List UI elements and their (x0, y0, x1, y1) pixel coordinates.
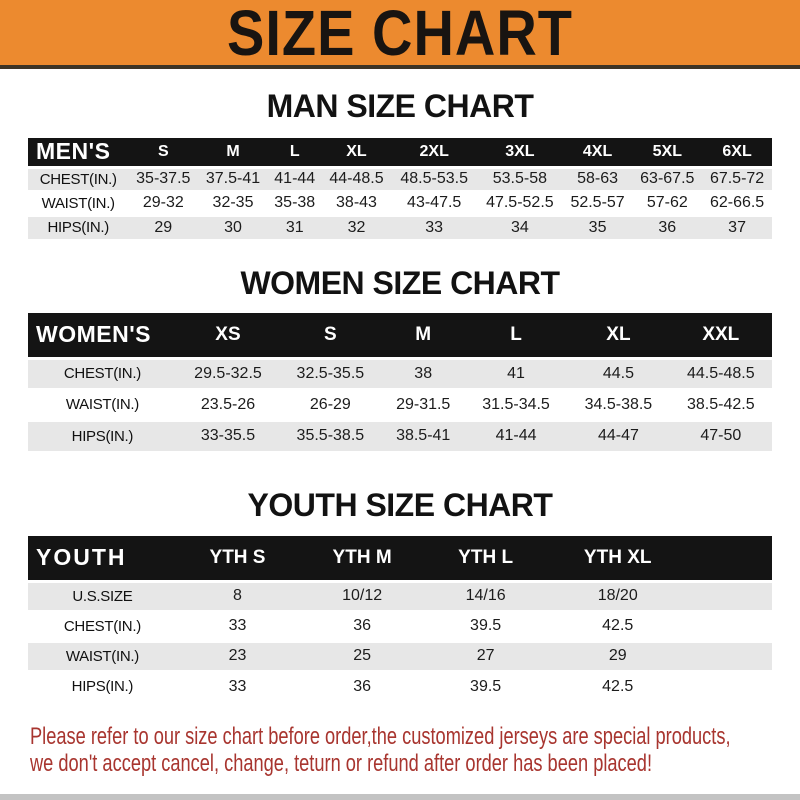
cell-value: 32.5-35.5 (296, 364, 365, 382)
cell-value: 31.5-34.5 (482, 395, 550, 413)
row-spacer (690, 611, 772, 641)
men-size-table (28, 138, 772, 239)
table-row (28, 671, 772, 701)
section-men (0, 88, 800, 239)
cell-value: 62-66.5 (709, 194, 765, 211)
row-label: CHEST(IN.) (39, 170, 117, 188)
cell-value: 14/16 (465, 587, 506, 604)
cell-value: 63-67.5 (640, 170, 695, 187)
column-header: 6XL (722, 142, 752, 160)
disclaimer-line-1: Please refer to our size chart before order,the customized jerseys are special products, (30, 723, 731, 750)
row-label: WAIST(IN.) (65, 647, 139, 665)
banner-title: SIZE CHART (227, 0, 573, 69)
cell-value: 36 (353, 617, 371, 634)
column-header: L (289, 142, 300, 160)
column-header: 5XL (652, 142, 682, 160)
cell-value: 27 (476, 647, 495, 664)
cell-value: 39.5 (470, 677, 502, 695)
cell-value: 29-31.5 (396, 395, 451, 413)
cell-value: 58-63 (577, 170, 619, 187)
column-header: 2XL (419, 142, 449, 160)
table-header-label: WOMEN'S (36, 321, 152, 348)
cell-value: 43-47.5 (407, 194, 462, 211)
cell-value: 33 (228, 617, 247, 634)
section-women (0, 265, 800, 451)
row-spacer (690, 641, 772, 671)
cell-value: 38-43 (336, 194, 377, 211)
table-row (28, 641, 772, 671)
cell-value: 38.5-42.5 (686, 395, 755, 413)
cell-value: 53.5-58 (492, 170, 547, 187)
table-row (28, 167, 772, 191)
cell-value: 35-37.5 (136, 170, 191, 187)
column-header: YTH M (332, 546, 392, 568)
cell-value: 36 (353, 677, 371, 695)
cell-value: 29.5-32.5 (194, 364, 262, 382)
cell-value: 23 (228, 647, 247, 664)
row-label: WAIST(IN.) (65, 396, 139, 413)
table-row (28, 581, 772, 611)
cell-value: 35-38 (274, 194, 316, 211)
cell-value: 47.5-52.5 (486, 194, 554, 211)
cell-value: 34.5-38.5 (584, 395, 653, 413)
cell-value: 57-62 (646, 194, 688, 211)
table-row (28, 215, 772, 239)
table-header-label: YOUTH (36, 544, 127, 571)
cell-value: 33 (425, 218, 444, 236)
cell-value: 32-35 (212, 194, 254, 211)
cell-value: 32 (347, 218, 366, 236)
column-header: L (510, 323, 522, 345)
cell-value: 30 (224, 218, 242, 236)
cell-value: 39.5 (470, 617, 502, 634)
column-header: 4XL (582, 142, 613, 160)
column-header: XL (346, 142, 367, 160)
column-header: YTH S (209, 546, 266, 568)
cell-value: 29 (608, 647, 627, 664)
table-row (28, 389, 772, 420)
disclaimer (30, 723, 800, 777)
cell-value: 37 (728, 218, 746, 236)
cell-value: 26-29 (309, 395, 351, 413)
table-header-label: MEN'S (36, 138, 111, 165)
header-spacer (690, 536, 772, 581)
cell-value: 41-44 (274, 170, 316, 187)
cell-value: 8 (233, 587, 242, 604)
row-label: HIPS(IN.) (71, 678, 134, 696)
cell-value: 35.5-38.5 (296, 427, 365, 445)
cell-value: 44.5-48.5 (686, 364, 755, 382)
cell-value: 37.5-41 (205, 170, 261, 187)
column-header: XL (606, 323, 631, 345)
table-row (28, 358, 772, 389)
cell-value: 41-44 (495, 427, 537, 445)
row-spacer (690, 671, 772, 701)
column-header: S (324, 323, 337, 345)
bottom-strip (0, 794, 800, 800)
table-row (28, 420, 772, 451)
cell-value: 47-50 (700, 427, 742, 445)
cell-value: 48.5-53.5 (400, 170, 468, 187)
cell-value: 31 (285, 218, 304, 236)
cell-value: 44.5 (602, 364, 634, 382)
column-header: M (415, 323, 432, 345)
cell-value: 42.5 (602, 617, 634, 634)
men-section-heading: MAN SIZE CHART (266, 88, 534, 124)
column-header: YTH XL (583, 546, 652, 568)
table-row (28, 611, 772, 641)
cell-value: 18/20 (597, 587, 638, 604)
cell-value: 29-32 (142, 194, 184, 211)
cell-value: 38 (414, 364, 433, 382)
section-youth (0, 487, 800, 701)
column-header: M (226, 142, 240, 160)
column-header: 3XL (505, 142, 535, 160)
cell-value: 10/12 (342, 587, 383, 604)
youth-section-heading: YOUTH SIZE CHART (247, 487, 553, 523)
column-header: XS (215, 323, 241, 345)
column-header: XXL (702, 323, 740, 345)
cell-value: 33 (228, 677, 247, 695)
cell-value: 44-47 (597, 427, 639, 445)
cell-value: 33-35.5 (200, 427, 256, 445)
cell-value: 29 (154, 218, 173, 236)
row-label: CHEST(IN.) (63, 365, 141, 382)
women-size-table (28, 313, 772, 451)
cell-value: 41 (507, 364, 525, 382)
row-label: CHEST(IN.) (63, 617, 141, 635)
cell-value: 52.5-57 (570, 194, 625, 211)
youth-size-table (28, 536, 772, 701)
cell-value: 23.5-26 (200, 395, 256, 413)
cell-value: 44-48.5 (329, 170, 384, 187)
table-row (28, 191, 772, 215)
row-label: U.S.SIZE (72, 587, 133, 605)
row-label: HIPS(IN.) (47, 219, 109, 237)
row-label: HIPS(IN.) (71, 427, 134, 445)
women-section-heading: WOMEN SIZE CHART (240, 265, 560, 301)
cell-value: 38.5-41 (396, 427, 451, 445)
cell-value: 25 (353, 647, 371, 664)
cell-value: 42.5 (602, 677, 634, 695)
column-header: S (157, 142, 169, 160)
row-label: WAIST(IN.) (41, 194, 115, 212)
row-spacer (690, 581, 772, 611)
column-header: YTH L (458, 546, 514, 568)
cell-value: 36 (658, 218, 677, 236)
disclaimer-line-2: we don't accept cancel, change, teturn or refund after order has been placed! (30, 750, 653, 777)
banner (0, 0, 800, 69)
cell-value: 34 (510, 218, 529, 236)
cell-value: 67.5-72 (709, 170, 765, 187)
cell-value: 35 (588, 218, 607, 236)
